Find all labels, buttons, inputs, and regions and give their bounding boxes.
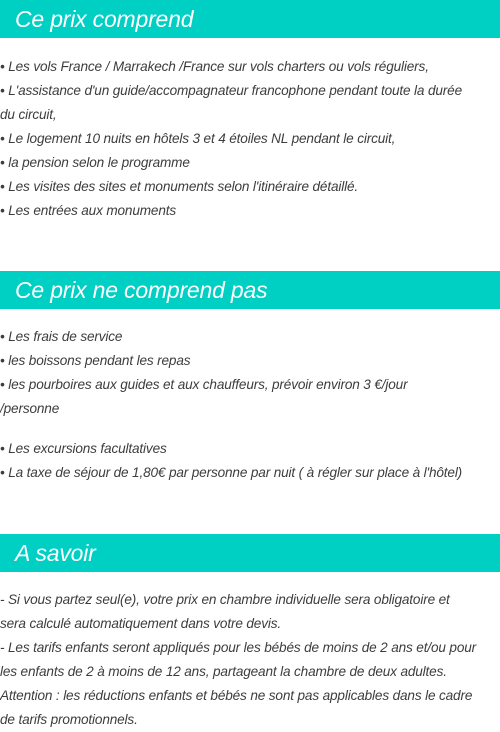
list-item: • la pension selon le programme	[0, 155, 190, 170]
list-item: • Les vols France / Marrakech /France sur vols charters ou vols réguliers,	[0, 59, 429, 74]
list-item: du circuit,	[0, 107, 57, 122]
list-item: • les boissons pendant les repas	[0, 353, 191, 368]
section-header-good-to-know: A savoir	[0, 534, 500, 572]
list-item: • Les entrées aux monuments	[0, 203, 177, 218]
list-item: • Les frais de service	[0, 329, 123, 344]
good-to-know-text	[0, 588, 500, 732]
section-header-not-included: Ce prix ne comprend pas	[0, 271, 500, 309]
list-item: • Les excursions facultatives	[0, 441, 167, 456]
list-item: • Le logement 10 nuits en hôtels 3 et 4 étoiles NL pendant le circuit,	[0, 131, 396, 146]
included-list	[0, 55, 500, 223]
list-item: • L'assistance d'un guide/accompagnateur francophone pendant toute la durée	[0, 83, 462, 98]
list-item: • Les visites des sites et monuments selon l'itinéraire détaillé.	[0, 179, 359, 194]
section-header-included: Ce prix comprend	[0, 0, 500, 38]
list-item: • La taxe de séjour de 1,80€ par personne par nuit ( à régler sur place à l'hôtel)	[0, 465, 463, 480]
paragraph-line: Attention : les réductions enfants et bébés ne sont pas applicables dans le cadre	[0, 688, 473, 703]
not-included-list	[0, 325, 500, 485]
list-item: • les pourboires aux guides et aux chauffeurs, prévoir environ 3 €/jour	[0, 377, 408, 392]
paragraph-line: - Les tarifs enfants seront appliqués pour les bébés de moins de 2 ans et/ou pour	[0, 640, 477, 655]
spacer	[0, 421, 500, 437]
paragraph-line: sera calculé automatiquement dans votre devis.	[0, 616, 281, 631]
list-item: /personne	[0, 401, 60, 416]
paragraph-line: les enfants de 2 à moins de 12 ans, partageant la chambre de deux adultes.	[0, 664, 447, 679]
paragraph-line: - Si vous partez seul(e), votre prix en chambre individuelle sera obligatoire et	[0, 592, 450, 607]
paragraph-line: de tarifs promotionnels.	[0, 712, 138, 727]
